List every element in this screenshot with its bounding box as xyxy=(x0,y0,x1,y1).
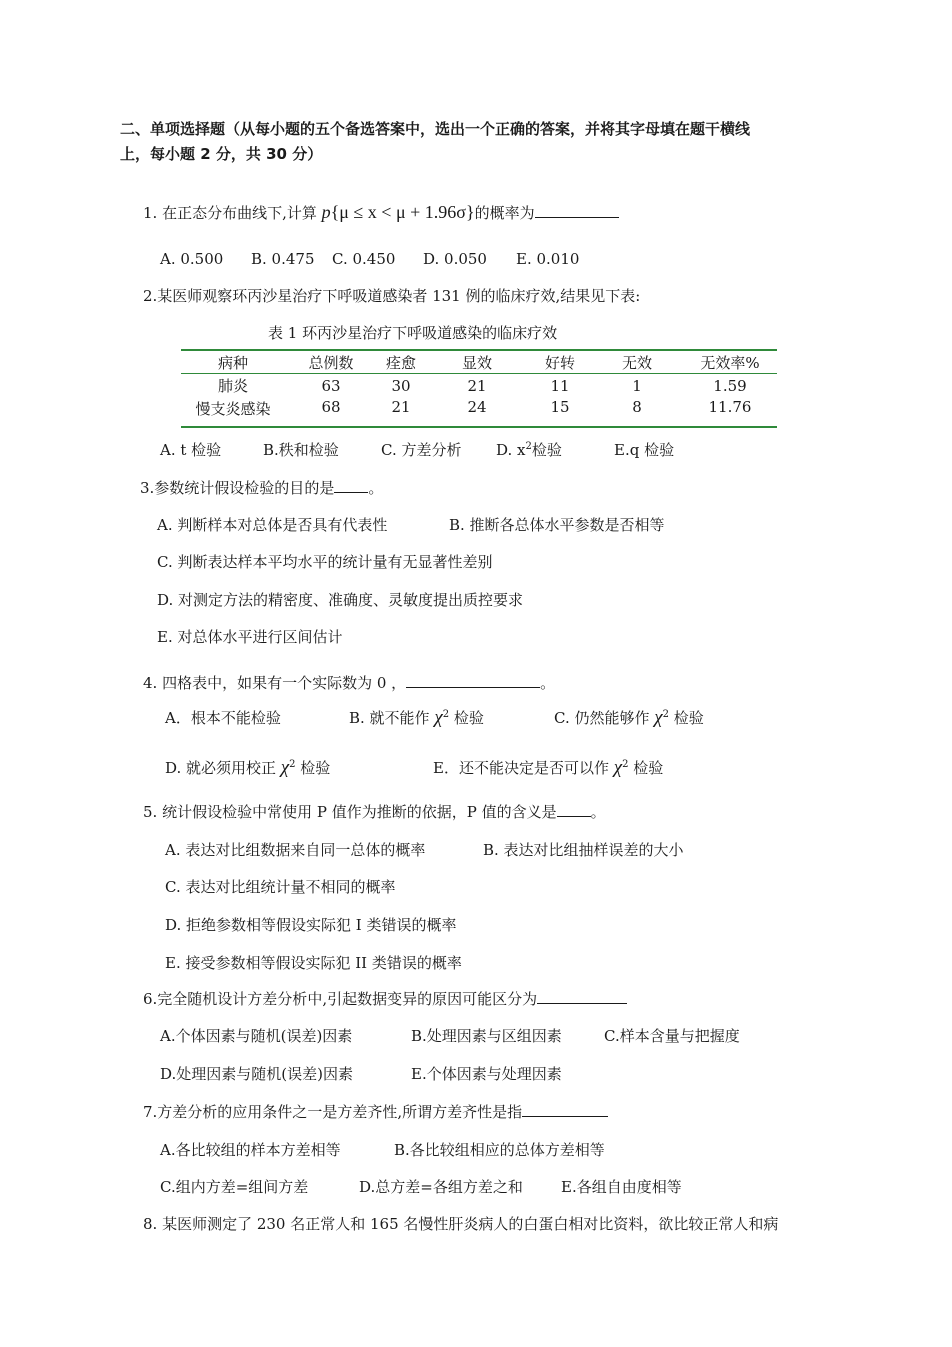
table-cell: 15 xyxy=(550,398,570,416)
question-2-option-c: C. 方差分析 xyxy=(381,441,462,459)
question-1-stem xyxy=(143,202,619,223)
table-cell: 30 xyxy=(391,377,411,395)
section-heading-line1: 二、单项选择题（从每小题的五个备选答案中，选出一个正确的答案，并将其字母填在题干横线 xyxy=(120,120,751,138)
answer-blank[interactable] xyxy=(537,989,627,1004)
question-2-option-e: E.q 检验 xyxy=(614,441,675,459)
question-2-stem: 2.某医师观察环丙沙星治疗下呼吸道感染者 131 例的临床疗效,结果见下表: xyxy=(143,287,641,305)
question-1-option-b: B. 0.475 xyxy=(251,250,315,268)
table-bottom-rule xyxy=(181,426,777,428)
question-1-formula: p{μ ≤ x < μ + 1.96σ} xyxy=(321,202,475,222)
question-1-option-e: E. 0.010 xyxy=(516,250,580,268)
question-6-stem: 6.完全随机设计方差分析中,引起数据变异的原因可能区分为 xyxy=(143,989,627,1009)
question-6-option-c: C.样本含量与把握度 xyxy=(604,1027,740,1045)
question-3-option-b: B. 推断各总体水平参数是否相等 xyxy=(449,516,665,534)
table-cell: 1 xyxy=(632,377,642,395)
table-header: 痊愈 xyxy=(385,354,416,372)
question-1-option-c: C. 0.450 xyxy=(332,250,396,268)
table-header: 无效率% xyxy=(700,354,760,372)
question-5-stem: 5. 统计假设检验中常使用 P 值作为推断的依据，P 值的含义是 。 xyxy=(143,803,606,821)
question-5-option-a: A. 表达对比组数据来自同一总体的概率 xyxy=(165,841,426,859)
question-4-stem: 4. 四格表中，如果有一个实际数为 0 ， 。 xyxy=(143,674,556,692)
answer-blank[interactable] xyxy=(406,673,540,688)
table-cell: 11.76 xyxy=(708,398,752,416)
question-1-prefix: 1. 在正态分布曲线下,计算 xyxy=(143,204,322,222)
question-5-option-d: D. 拒绝参数相等假设实际犯 I 类错误的概率 xyxy=(165,916,457,934)
question-3-option-d: D. 对测定方法的精密度、准确度、灵敏度提出质控要求 xyxy=(157,591,524,609)
table-cell: 慢支炎感染 xyxy=(195,400,271,418)
question-1-option-a: A. 0.500 xyxy=(160,250,224,268)
table-cell: 1.59 xyxy=(713,377,747,395)
table-top-rule xyxy=(181,349,777,351)
question-6-option-d: D.处理因素与随机(误差)因素 xyxy=(160,1065,353,1083)
question-7-stem: 7.方差分析的应用条件之一是方差齐性,所谓方差齐性是指 xyxy=(143,1102,608,1122)
table-header-rule xyxy=(181,373,777,374)
question-6-option-b: B.处理因素与区组因素 xyxy=(411,1027,562,1045)
question-7-option-b: B.各比较组相应的总体方差相等 xyxy=(394,1141,605,1159)
table-header: 好转 xyxy=(544,354,575,372)
question-7-option-c: C.组内方差=组间方差 xyxy=(160,1178,309,1196)
question-4-option-d: D. 就必须用校正 $\chi^2$ 检验 xyxy=(165,757,331,778)
question-1-suffix: 的概率为 xyxy=(474,204,535,222)
question-5-option-c: C. 表达对比组统计量不相同的概率 xyxy=(165,878,396,896)
table-cell: 63 xyxy=(321,377,341,395)
table-header: 显效 xyxy=(461,354,492,372)
answer-blank[interactable] xyxy=(334,478,368,493)
answer-blank[interactable] xyxy=(535,203,619,218)
table-cell: 68 xyxy=(321,398,341,416)
question-2-option-b: B.秩和检验 xyxy=(263,441,339,459)
question-6-option-a: A.个体因素与随机(误差)因素 xyxy=(160,1027,353,1045)
question-5-option-e: E. 接受参数相等假设实际犯 II 类错误的概率 xyxy=(165,954,462,972)
question-1-option-d: D. 0.050 xyxy=(423,250,487,268)
question-8-stem: 8. 某医师测定了 230 名正常人和 165 名慢性肝炎病人的白蛋白相对比资料，欲比较正常人和病 xyxy=(143,1215,779,1233)
question-3-option-c: C. 判断表达样本平均水平的统计量有无显著性差别 xyxy=(157,553,493,571)
answer-blank[interactable] xyxy=(557,802,591,817)
table-cell: 肺炎 xyxy=(217,377,248,395)
question-2-option-d: D. $x^2$检验 xyxy=(496,441,562,459)
table-header: 无效 xyxy=(621,354,652,372)
question-7-option-a: A.各比较组的样本方差相等 xyxy=(160,1141,341,1159)
question-7-option-e: E.各组自由度相等 xyxy=(561,1178,682,1196)
question-2-option-a: A. t 检验 xyxy=(160,441,222,459)
table-header: 总例数 xyxy=(308,354,354,372)
table-cell: 21 xyxy=(467,377,487,395)
question-4-option-a: A．根本不能检验 xyxy=(165,709,281,727)
question-3-option-e: E. 对总体水平进行区间估计 xyxy=(157,628,343,646)
question-4-option-b: B. 就不能作 $\chi^2$ 检验 xyxy=(349,707,484,728)
table-caption: 表 1 环丙沙星治疗下呼吸道感染的临床疗效 xyxy=(268,324,558,342)
question-5-option-b: B. 表达对比组抽样误差的大小 xyxy=(483,841,684,859)
table-cell: 21 xyxy=(391,398,411,416)
section-heading-line2: 上，每小题 2 分，共 30 分） xyxy=(120,145,323,163)
table-cell: 8 xyxy=(632,398,642,416)
table-cell: 24 xyxy=(467,398,487,416)
question-6-option-e: E.个体因素与处理因素 xyxy=(411,1065,562,1083)
table-header: 病种 xyxy=(217,354,248,372)
question-3-option-a: A. 判断样本对总体是否具有代表性 xyxy=(157,516,388,534)
table-cell: 11 xyxy=(550,377,570,395)
answer-blank[interactable] xyxy=(522,1102,608,1117)
question-4-option-c: C. 仍然能够作 $\chi^2$ 检验 xyxy=(554,707,704,728)
question-4-option-e: E．还不能决定是否可以作 $\chi^2$ 检验 xyxy=(433,757,664,778)
question-7-option-d: D.总方差=各组方差之和 xyxy=(359,1178,523,1196)
question-3-stem: 3.参数统计假设检验的目的是 。 xyxy=(140,479,384,497)
